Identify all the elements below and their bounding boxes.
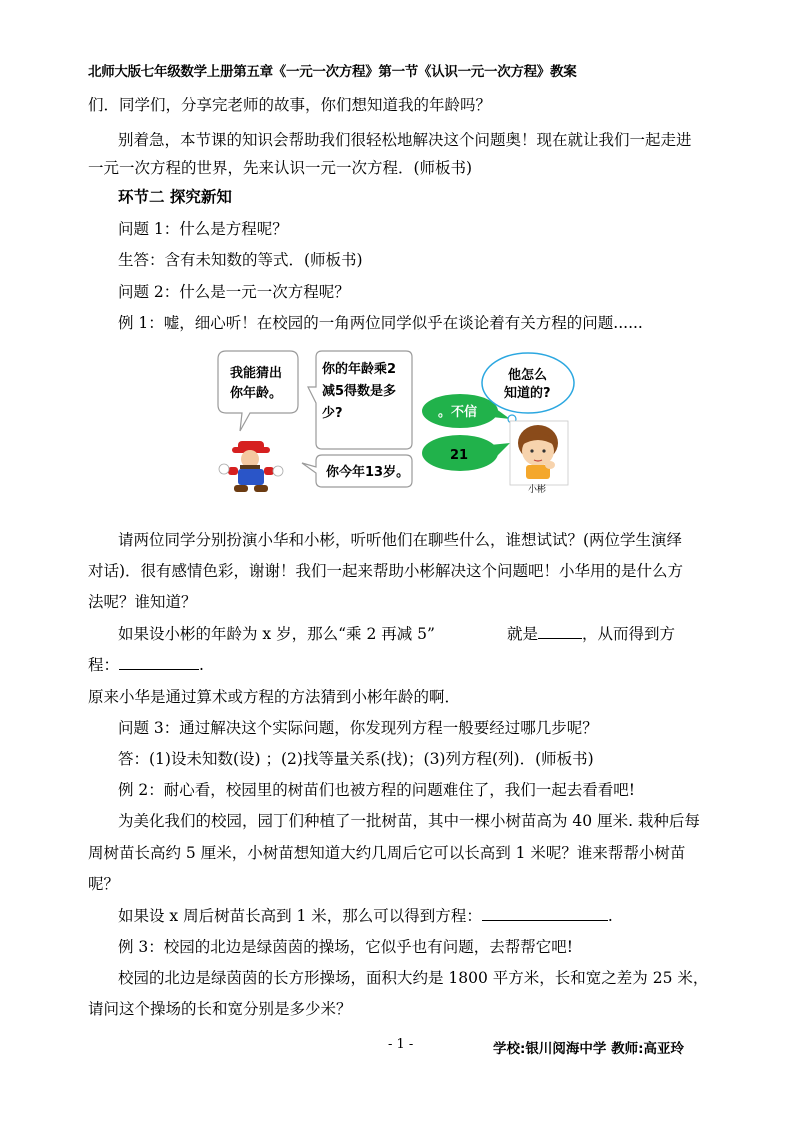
answer-blank[interactable]	[538, 624, 582, 639]
question-line: 问题 2：什么是一元一次方程呢？	[118, 283, 350, 301]
dialogue-illustration	[210, 347, 590, 497]
speech-bubble-answer	[302, 455, 412, 487]
answer-line: 答：(1)设未知数(设) ；(2)找等量关系(找)；(3)列方程(列)．(师板书)	[118, 750, 594, 768]
fill-blank-text: 就是	[506, 625, 538, 643]
paragraph-line: 法呢？谁知道？	[88, 593, 197, 611]
speech-bubble-number	[422, 435, 510, 471]
example-line: 例 1：嘘，细心听！在校园的一角两位同学似乎在谈论着有关方程的问题......	[118, 314, 643, 332]
fill-blank-line	[118, 906, 758, 926]
paragraph-line: 一元一次方程的世界，先来认识一元一次方程．(师板书)	[88, 159, 473, 177]
speech-bubble-guess	[218, 351, 298, 431]
fill-blank-line	[88, 655, 728, 675]
mario-character-icon	[219, 441, 283, 492]
boy-character-icon	[510, 421, 568, 495]
example-line: 例 3：校园的北边是绿茵茵的操场，它似乎也有问题，去帮帮它吧!	[118, 938, 574, 956]
page-number: - 1 -	[388, 1037, 414, 1052]
question-line: 问题 1：什么是方程呢？	[118, 220, 288, 238]
paragraph-line: 请问这个操场的长和宽分别是多少米？	[88, 1000, 352, 1018]
fill-blank-line	[118, 624, 758, 644]
speech-bubble-question	[308, 351, 412, 449]
boy-label: 小彬	[528, 485, 547, 495]
bubble-number-text: 21	[450, 448, 469, 463]
bubble-guess-line2: 你年龄。	[230, 386, 283, 401]
school-teacher-info: 学校:银川阅海中学 教师:高亚玲	[493, 1041, 684, 1057]
bubble-question-line2: 减5得数是多	[322, 384, 397, 399]
bubble-question-line1: 你的年龄乘2	[322, 362, 397, 377]
fill-blank-text: .	[199, 656, 204, 674]
bubble-guess-line1: 我能猜出	[230, 366, 283, 381]
section-heading: 环节二 探究新知	[118, 188, 232, 206]
paragraph-line: 请两位同学分别扮演小华和小彬，听听他们在聊些什么，谁想试试？(两位学生演绎	[118, 531, 683, 549]
thought-bubble	[482, 353, 574, 430]
paragraph-line: 别着急，本节课的知识会帮助我们很轻松地解决这个问题奥！现在就让我们一起走进	[118, 131, 692, 149]
paragraph-line: 们．同学们，分享完老师的故事，你们想知道我的年龄吗？	[88, 96, 492, 114]
answer-line: 生答：含有未知数的等式．(师板书)	[118, 251, 363, 269]
fill-blank-text: 如果设小彬的年龄为 x 岁，那么“乘 2 再减 5”	[118, 625, 435, 643]
paragraph-line: 呢？	[88, 875, 120, 893]
answer-blank[interactable]	[119, 655, 199, 670]
question-line: 问题 3：通过解决这个实际问题，你发现列方程一般要经过哪几步呢？	[118, 719, 598, 737]
thought-line2: 知道的?	[504, 386, 551, 401]
paragraph-line: 原来小华是通过算术或方程的方法猜到小彬年龄的啊．	[88, 688, 461, 706]
bubble-disbelief-text: 。不信	[438, 405, 478, 420]
fill-blank-text: 程：	[88, 656, 120, 674]
paragraph-line: 对话)．很有感情色彩，谢谢！我们一起来帮助小彬解决这个问题吧！小华用的是什么方	[88, 562, 684, 580]
thought-line1: 他怎么	[508, 368, 548, 383]
fill-blank-text: .	[607, 907, 613, 925]
paragraph-line: 为美化我们的校园，园丁们种植了一批树苗，其中一棵小树苗高为 40 厘米. 栽种后每	[118, 812, 700, 830]
paragraph-line: 周树苗长高约 5 厘米，小树苗想知道大约几周后它可以长高到 1 米呢？谁来帮帮小树苗	[88, 844, 686, 862]
paragraph-line: 校园的北边是绿茵茵的长方形操场，面积大约是 1800 平方米，长和宽之差为 25 米，	[118, 969, 709, 987]
answer-blank[interactable]	[482, 906, 608, 921]
bubble-question-line3: 少?	[322, 406, 343, 421]
bubble-answer-text: 你今年13岁。	[326, 465, 410, 480]
example-line: 例 2：耐心看，校园里的树苗们也被方程的问题难住了，我们一起去看看吧!	[118, 781, 636, 799]
document-header: 北师大版七年级数学上册第五章《一元一次方程》第一节《认识一元一次方程》教案	[88, 64, 577, 80]
fill-blank-text: ，从而得到方	[581, 625, 675, 643]
fill-blank-text: 如果设 x 周后树苗长高到 1 米，那么可以得到方程：	[118, 907, 482, 925]
